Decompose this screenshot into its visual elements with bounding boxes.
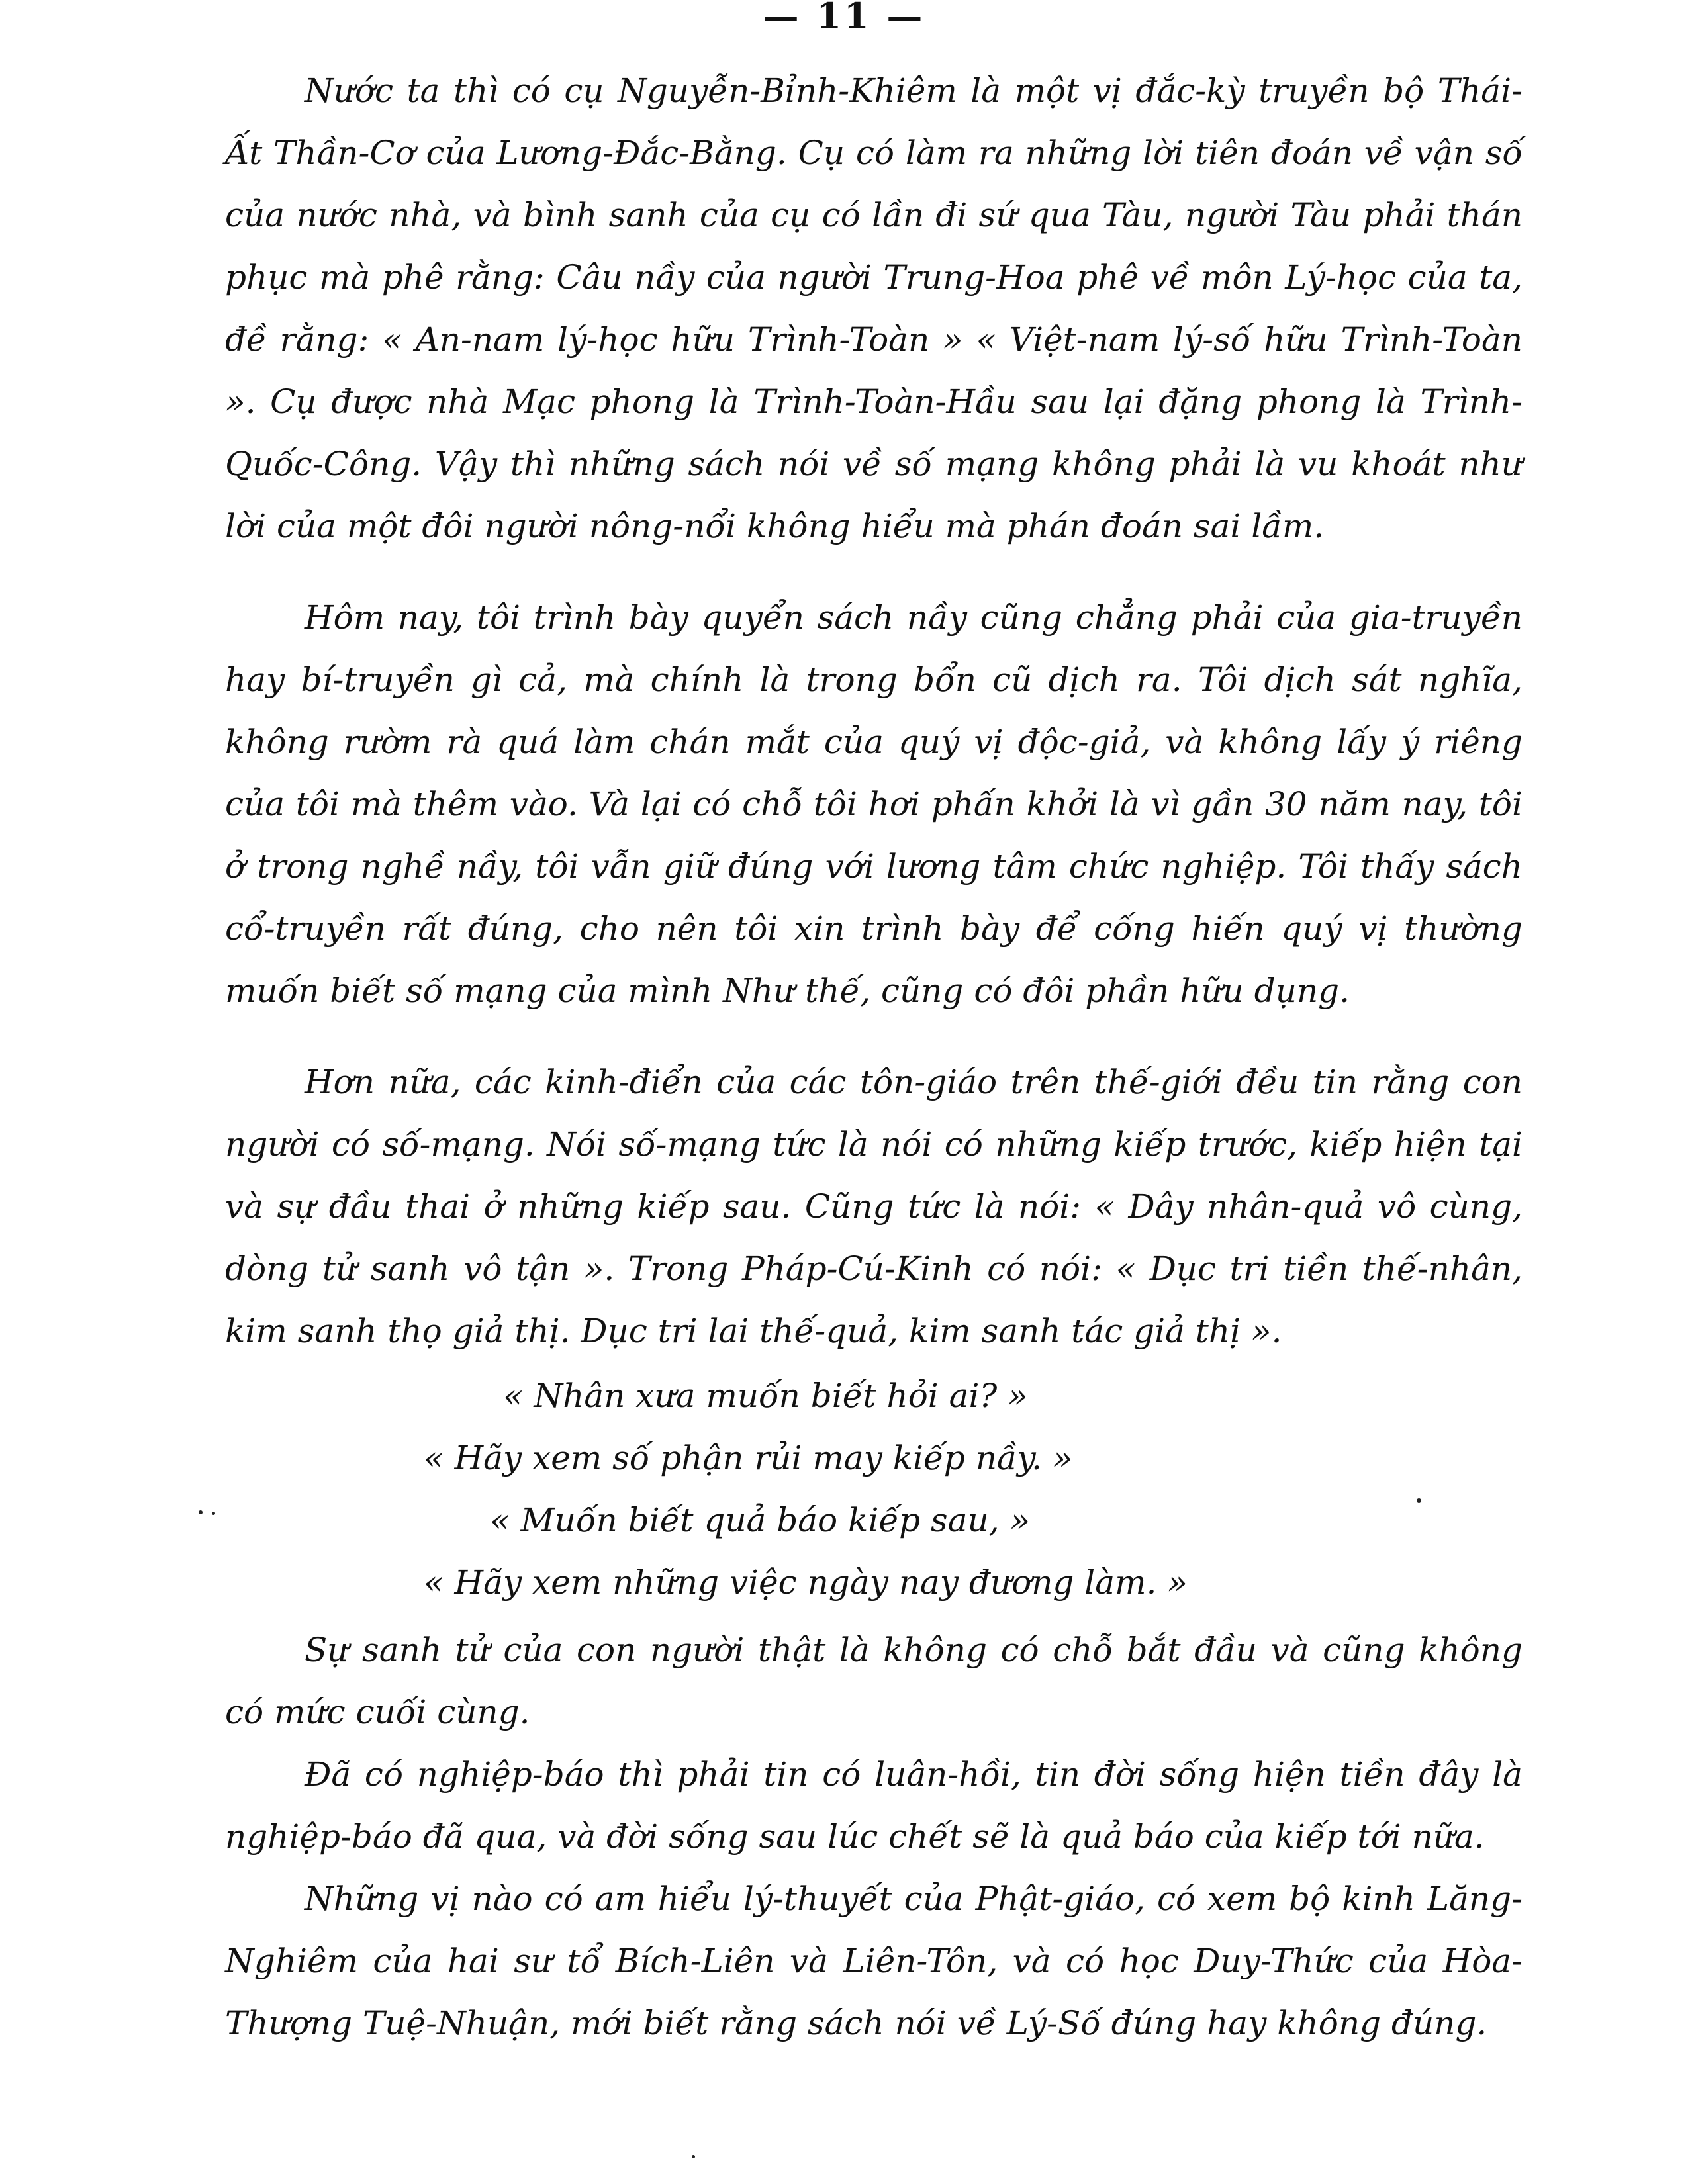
scan-speck <box>692 2155 695 2158</box>
verse-line-3: « Muốn biết quả báo kiếp sau, » <box>490 1501 1031 1539</box>
paragraph-4: Sự sanh tử của con người thật là không có chỗ bắt đầu và cũng không có mức cuối cùng. <box>225 1631 1523 1731</box>
verse-line-2: « Hãy xem số phận rủi may kiếp nầy. » <box>424 1439 1073 1477</box>
scan-speck <box>1417 1498 1421 1503</box>
scan-speck <box>199 1510 203 1514</box>
verse-line-1: « Nhân xưa muốn biết hỏi ai? » <box>503 1377 1028 1415</box>
scan-speck <box>212 1512 215 1515</box>
verse-line-4: « Hãy xem những việc ngày nay đương làm. » <box>424 1563 1188 1602</box>
body-text <box>225 60 1523 2054</box>
paragraph-2: Hôm nay, tôi trình bày quyển sách nầy cũng chẳng phải của gia-truyền hay bí-truyền gì cả, mà chính là trong bổn cũ dịch ra. Tôi dịch sát nghĩa, không rườm rà quá làm chán mắt của quý vị độc-giả, và không lấy ý riêng của tôi mà thêm vào. Và lại có chỗ tôi hơi phấn khởi là vì gần 30 năm nay, tôi ở trong nghề nầy, tôi vẫn giữ đúng với lương tâm chức nghiệp. Tôi thấy sách cổ-truyền rất đúng, cho nên tôi xin trình bày để cống hiến quý vị thường muốn biết số mạng của mình Như thế, cũng có đôi phần hữu dụng. <box>225 598 1523 1010</box>
verse-block <box>225 1365 1523 1614</box>
paragraph-1: Nước ta thì có cụ Nguyễn-Bỉnh-Khiêm là một vị đắc-kỳ truyền bộ Thái-Ất Thần-Cơ của Lương-Đắc-Bằng. Cụ có làm ra những lời tiên đoán về vận số của nước nhà, và bình sanh của cụ có lần đi sứ qua Tàu, người Tàu phải thán phục mà phê rằng: Câu nầy của người Trung-Hoa phê về môn Lý-học của ta, đề rằng: « An-nam lý-học hữu Trình-Toàn » « Việt-nam lý-số hữu Trình-Toàn ». Cụ được nhà Mạc phong là Trình-Toàn-Hầu sau lại đặng phong là Trình-Quốc-Công. Vậy thì những sách nói về số mạng không phải là vu khoát như lời của một đôi người nông-nổi không hiểu mà phán đoán sai lầm. <box>225 71 1523 545</box>
page-number: — 11 — <box>763 0 925 37</box>
paragraph-5: Đã có nghiệp-báo thì phải tin có luân-hồi, tin đời sống hiện tiền đây là nghiệp-báo đã qua, và đời sống sau lúc chết sẽ là quả báo của kiếp tới nữa. <box>225 1755 1523 1856</box>
paragraph-3: Hơn nữa, các kinh-điển của các tôn-giáo trên thế-giới đều tin rằng con người có số-mạng. Nói số-mạng tức là nói có những kiếp trước, kiếp hiện tại và sự đầu thai ở những kiếp sau. Cũng tức là nói: « Dây nhân-quả vô cùng, dòng tử sanh vô tận ». Trong Pháp-Cú-Kinh có nói: « Dục tri tiền thế-nhân, kim sanh thọ giả thị. Dục tri lai thế-quả, kim sanh tác giả thị ». <box>225 1063 1523 1350</box>
paragraph-6: Những vị nào có am hiểu lý-thuyết của Phật-giáo, có xem bộ kinh Lăng-Nghiêm của hai sư tổ Bích-Liên và Liên-Tôn, và có học Duy-Thức của Hòa-Thượng Tuệ-Nhuận, mới biết rằng sách nói về Lý-Số đúng hay không đúng. <box>225 1880 1523 2042</box>
